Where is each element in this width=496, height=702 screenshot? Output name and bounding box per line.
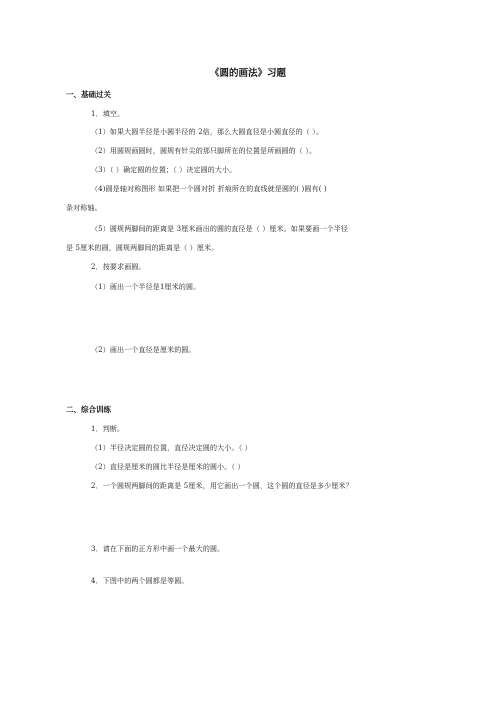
section-heading-basic: 一、基础过关 [66, 90, 111, 99]
judge-item-2: （2）直径是厘米的圆比半径是厘米的圆小。（ ） [91, 463, 245, 471]
section-heading-comprehensive: 二、综合训练 [66, 405, 111, 414]
question-2-draw-circle: 2．按要求画圆。 [91, 263, 146, 271]
question-1-item-1: （1）如果大圆半径是小圆半径的 2倍，那么大圆直径是小圆直径的（ ）。 [91, 128, 324, 136]
document-title: 《圆的画法》习题 [209, 68, 286, 79]
question-2-item-1: （1）画出一个半径是1厘米的圆。 [91, 283, 201, 291]
question-1-item-5-line-2: 是 5厘米的圆，圆规两脚间的距离是（ ）厘米。 [66, 244, 219, 252]
square-circle-question: 3．请在下面的正方形中画一个最大的圆。 [91, 545, 225, 553]
question-2-item-2: （2）画出一个直径是厘米的圆。 [91, 346, 196, 354]
equal-circles-question: 4．下图中的两个圆都是等圆。 [91, 577, 189, 585]
question-1-item-2: （2）用圆规画圆时，圆规有针尖的那只脚所在的位置是所画圆的（ ）。 [91, 147, 317, 155]
compass-diameter-question: 2．一个圆规两脚间的距离是 5厘米，用它画出一个圆，这个圆的直径是多少厘米？ [91, 482, 353, 490]
question-1-item-4-line-2: 条对称轴。 [66, 204, 102, 212]
judge-question: 1．判断。 [91, 425, 125, 433]
judge-item-1: （1）半径决定圆的位置，直径决定圆的大小。（ ） [91, 444, 252, 452]
question-1-fill-blank: 1．填空。 [91, 110, 125, 118]
question-1-item-4-line-1: （4)圆是轴对称图形 如果把一个圆对折 折痕所在的直线就是圆的( )圆有( ) [91, 185, 327, 193]
question-1-item-3: （3）（ ）确定圆的位置；（ ）决定圆的大小。 [91, 166, 237, 174]
question-1-item-5-line-1: （5）圆规两脚间的距离是 3厘米画出的圆的直径是（ ）厘米。如果要画一个半径 [91, 225, 349, 233]
